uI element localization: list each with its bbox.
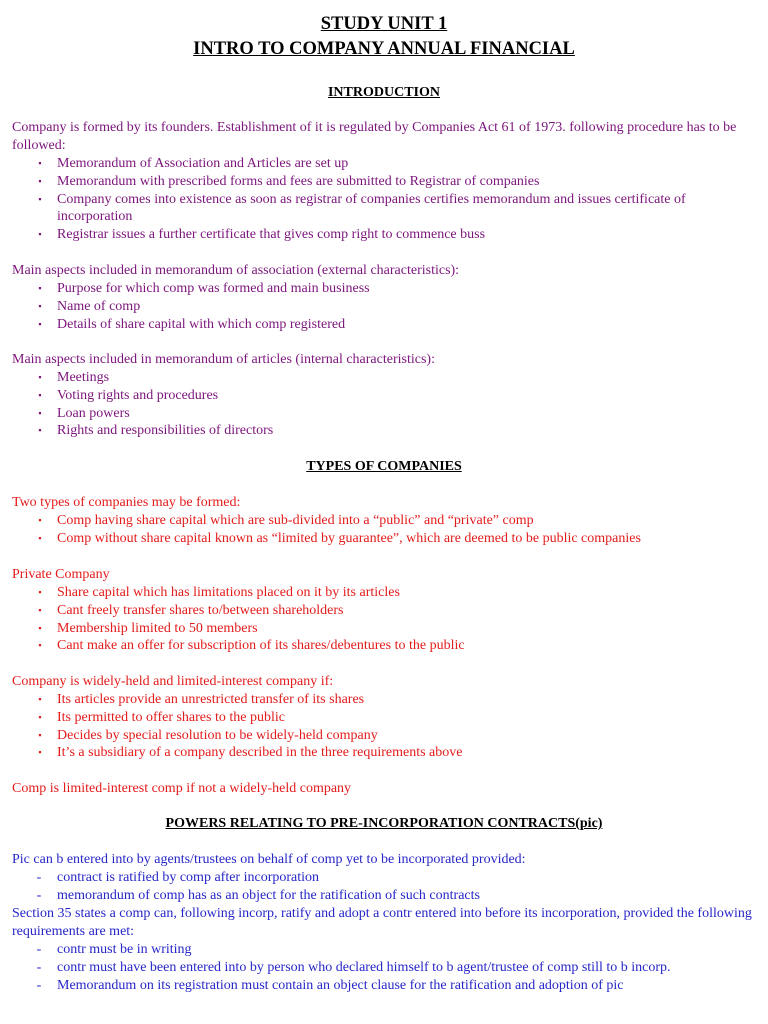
list-item: ▪ It’s a subsidiary of a company described in the three requirements above	[0, 744, 757, 762]
list-item: ▪ Comp having share capital which are sub-divided into a “public” and “private” comp	[0, 512, 757, 530]
list-item: ▪ Share capital which has limitations placed on it by its articles	[0, 584, 757, 602]
bullet-icon: ▪	[38, 318, 42, 329]
bullet-icon: ▪	[38, 711, 42, 722]
memo-articles-list	[0, 369, 757, 440]
list-item: ▪ Company comes into existence as soon as registrar of companies certifies memorandum and issues certificate of incorporation	[0, 191, 757, 227]
list-item: ▪ Decides by special resolution to be widely-held company	[0, 727, 757, 745]
memo-articles-paragraph: Main aspects included in memorandum of articles (internal characteristics):	[12, 352, 435, 367]
dash-icon: -	[36, 870, 42, 885]
dash-icon: -	[36, 959, 42, 975]
dash-icon: -	[36, 977, 42, 993]
bullet-icon: ▪	[38, 193, 42, 204]
intro-procedure-list	[0, 155, 757, 244]
list-item: - contr must be in writing	[0, 941, 757, 959]
memo-association-list	[0, 280, 757, 333]
bullet-icon: ▪	[38, 300, 42, 311]
powers-heading: POWERS RELATING TO PRE-INCORPORATION CONTRACTS(pic)	[165, 816, 603, 831]
list-item: ▪ Comp without share capital known as “limited by guarantee”, which are deemed to be public companies	[0, 530, 757, 548]
bullet-icon: ▪	[38, 747, 42, 758]
pic-conditions-list	[0, 869, 757, 905]
bullet-icon: ▪	[38, 515, 42, 525]
list-item: ▪ Rights and responsibilities of directors	[0, 422, 757, 440]
bullet-icon: ▪	[38, 622, 42, 633]
list-item: ▪ Name of comp	[0, 298, 757, 316]
pic-paragraph: Pic can b entered into by agents/trustees on behalf of comp yet to be incorporated provided:	[12, 852, 526, 867]
bullet-icon: ▪	[38, 229, 42, 240]
bullet-icon: ▪	[38, 372, 42, 382]
list-item: ▪ Loan powers	[0, 405, 757, 423]
list-item: ▪ Memorandum with prescribed forms and fees are submitted to Registrar of companies	[0, 173, 757, 191]
list-item: ▪ Membership limited to 50 members	[0, 620, 757, 638]
list-item: - contr must have been entered into by person who declared himself to b agent/trustee of comp still to b incorp.	[0, 959, 757, 977]
bullet-icon: ▪	[38, 640, 42, 651]
dash-icon: -	[36, 942, 42, 957]
list-item: ▪ Voting rights and procedures	[0, 387, 757, 405]
title-line-1: STUDY UNIT 1	[320, 14, 448, 34]
bullet-icon: ▪	[38, 587, 42, 597]
list-item: ▪ Cant make an offer for subscription of its shares/debentures to the public	[0, 637, 757, 655]
title-line-2: INTRO TO COMPANY ANNUAL FINANCIAL	[193, 39, 575, 59]
bullet-icon: ▪	[38, 694, 42, 704]
bullet-icon: ▪	[38, 532, 42, 543]
list-item: ▪ Details of share capital with which comp registered	[0, 316, 757, 334]
bullet-icon: ▪	[38, 407, 42, 418]
bullet-icon: ▪	[38, 283, 42, 293]
bullet-icon: ▪	[38, 604, 42, 615]
list-item: - contract is ratified by comp after incorporation	[0, 869, 757, 887]
list-item: ▪ Meetings	[0, 369, 757, 387]
bullet-icon: ▪	[38, 389, 42, 400]
intro-paragraph: Company is formed by its founders. Establishment of it is regulated by Companies Act 61 of 1973. following procedure has to be followed:	[12, 120, 737, 153]
bullet-icon: ▪	[38, 729, 42, 740]
list-item: ▪ Registrar issues a further certificate that gives comp right to commence buss	[0, 226, 757, 244]
private-company-paragraph: Private Company	[12, 567, 110, 582]
private-company-list	[0, 584, 757, 655]
types-list	[0, 512, 757, 548]
list-item: - memorandum of comp has as an object for the ratification of such contracts	[0, 887, 757, 905]
limited-interest-paragraph: Comp is limited-interest comp if not a widely-held company	[12, 781, 352, 796]
list-item: ▪ Memorandum of Association and Articles are set up	[0, 155, 757, 173]
list-item: ▪ Purpose for which comp was formed and main business	[0, 280, 757, 298]
section-35-paragraph: Section 35 states a comp can, following incorp, ratify and adopt a contr entered into before its incorporation, provided the following requirements are met:	[12, 906, 752, 939]
list-item: - Memorandum on its registration must contain an object clause for the ratification and adoption of pic	[0, 977, 757, 995]
dash-icon: -	[36, 887, 42, 903]
bullet-icon: ▪	[38, 175, 42, 186]
memo-association-paragraph: Main aspects included in memorandum of association (external characteristics):	[12, 263, 460, 278]
widely-held-paragraph: Company is widely-held and limited-interest company if:	[12, 674, 334, 689]
list-item: ▪ Cant freely transfer shares to/between shareholders	[0, 602, 757, 620]
list-item: ▪ Its permitted to offer shares to the public	[0, 709, 757, 727]
section-35-requirements-list	[0, 941, 757, 994]
types-paragraph: Two types of companies may be formed:	[12, 495, 241, 510]
types-heading: TYPES OF COMPANIES	[306, 459, 462, 474]
bullet-icon: ▪	[38, 425, 42, 436]
intro-heading: INTRODUCTION	[327, 85, 440, 100]
bullet-icon: ▪	[38, 158, 42, 168]
widely-held-list	[0, 691, 757, 762]
list-item: ▪ Its articles provide an unrestricted transfer of its shares	[0, 691, 757, 709]
